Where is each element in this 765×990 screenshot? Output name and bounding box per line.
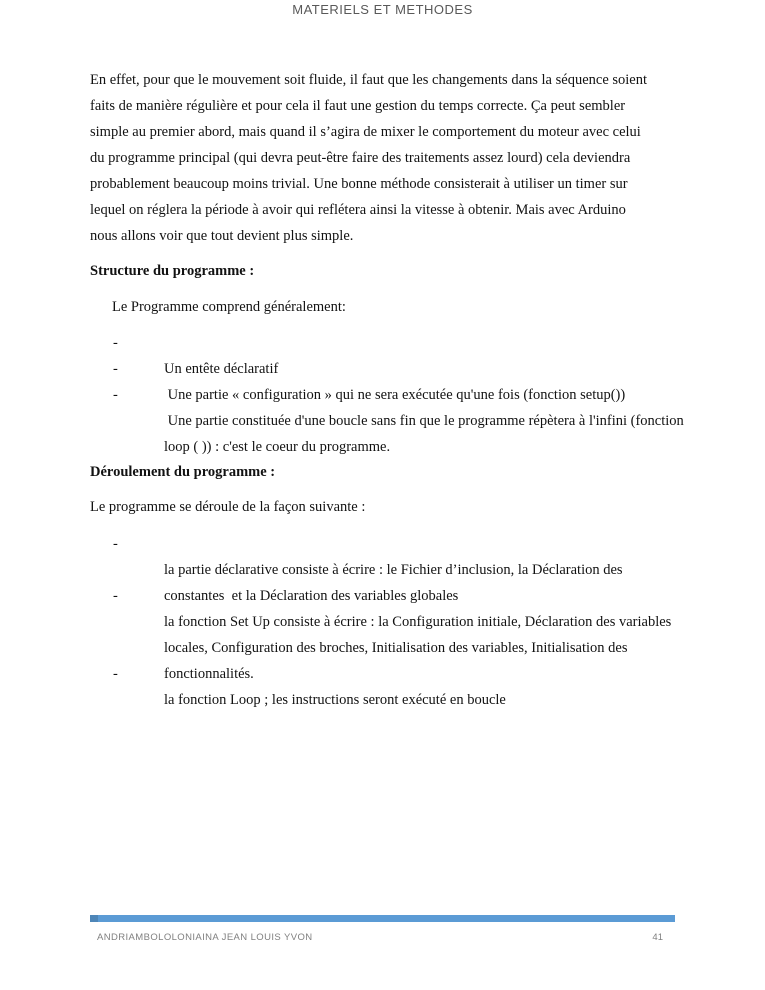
bullet-dash: - (113, 588, 118, 604)
bullet-text: Une partie constituée d'une boucle sans fin que le programme répètera à l'infini (fonction (164, 413, 684, 429)
bullet-text: Un entête déclaratif (164, 361, 279, 377)
bullet-dash: - (113, 536, 118, 552)
bullet-text: Une partie « configuration » qui ne sera exécutée qu'une fois (fonction setup()) (164, 387, 626, 403)
footer-rule (90, 915, 675, 922)
intro-paragraph (90, 67, 690, 249)
text-line: En effet, pour que le mouvement soit fluide, il faut que les changements dans la séquence soient (90, 72, 648, 88)
bullet-list-deroulement (90, 531, 690, 708)
text-line: probablement beaucoup moins trivial. Une bonne méthode consisterait à utiliser un timer sur (90, 176, 628, 192)
bullet-dash: - (113, 387, 118, 403)
section-heading-deroulement: Déroulement du programme : (90, 464, 276, 480)
text-line: nous allons voir que tout devient plus simple. (90, 228, 354, 244)
footer-author-name: ANDRIAMBOLOLONIAINA JEAN LOUIS YVON (97, 932, 313, 943)
bullet-item (90, 356, 690, 403)
bullet-item (90, 661, 690, 708)
bullet-text: locales, Configuration des broches, Initialisation des variables, Initialisation des (164, 640, 628, 656)
bullet-text: loop ( )) : c'est le coeur du programme. (164, 439, 391, 455)
section2-lead: Le programme se déroule de la façon suivante : (90, 499, 366, 515)
page-header-title: MATERIELS ET METHODES (292, 2, 473, 17)
bullet-text: constantes et la Déclaration des variables globales (164, 588, 459, 604)
section1-lead: Le Programme comprend généralement: (112, 299, 346, 315)
bullet-dash: - (113, 666, 118, 682)
bullet-item (90, 382, 690, 429)
bullet-text: la partie déclarative consiste à écrire : le Fichier d’inclusion, la Déclaration des (164, 562, 623, 578)
bullet-item (90, 330, 690, 377)
text-line: faits de manière régulière et pour cela il faut une gestion du temps correcte. Ça peut sembler (90, 98, 626, 114)
bullet-text: la fonction Loop ; les instructions seront exécuté en boucle (164, 692, 506, 708)
bullet-item-continuation (90, 635, 690, 682)
section-heading-structure: Structure du programme : (90, 263, 255, 279)
page-content (90, 67, 690, 708)
bullet-item-continuation (90, 408, 690, 455)
text-line: lequel on réglera la période à avoir qui reflétera ainsi la vitesse à obtenir. Mais avec Arduino (90, 202, 626, 218)
bullet-dash: - (113, 361, 118, 377)
footer-rule-accent (90, 915, 98, 922)
bullet-item-continuation (90, 557, 690, 604)
bullet-dash: - (113, 335, 118, 351)
footer-page-number: 41 (652, 932, 663, 943)
bullet-item (90, 531, 690, 578)
bullet-text: la fonction Set Up consiste à écrire : la Configuration initiale, Déclaration des variables (164, 614, 672, 630)
text-line: du programme principal (qui devra peut-être faire des traitements assez lourd) cela deviendra (90, 150, 631, 166)
bullet-list-structure (90, 330, 690, 455)
text-line: simple au premier abord, mais quand il s’agira de mixer le comportement du moteur avec celui (90, 124, 641, 140)
bullet-item-continuation (90, 609, 690, 656)
bullet-item (90, 583, 690, 630)
bullet-text: fonctionnalités. (164, 666, 254, 682)
